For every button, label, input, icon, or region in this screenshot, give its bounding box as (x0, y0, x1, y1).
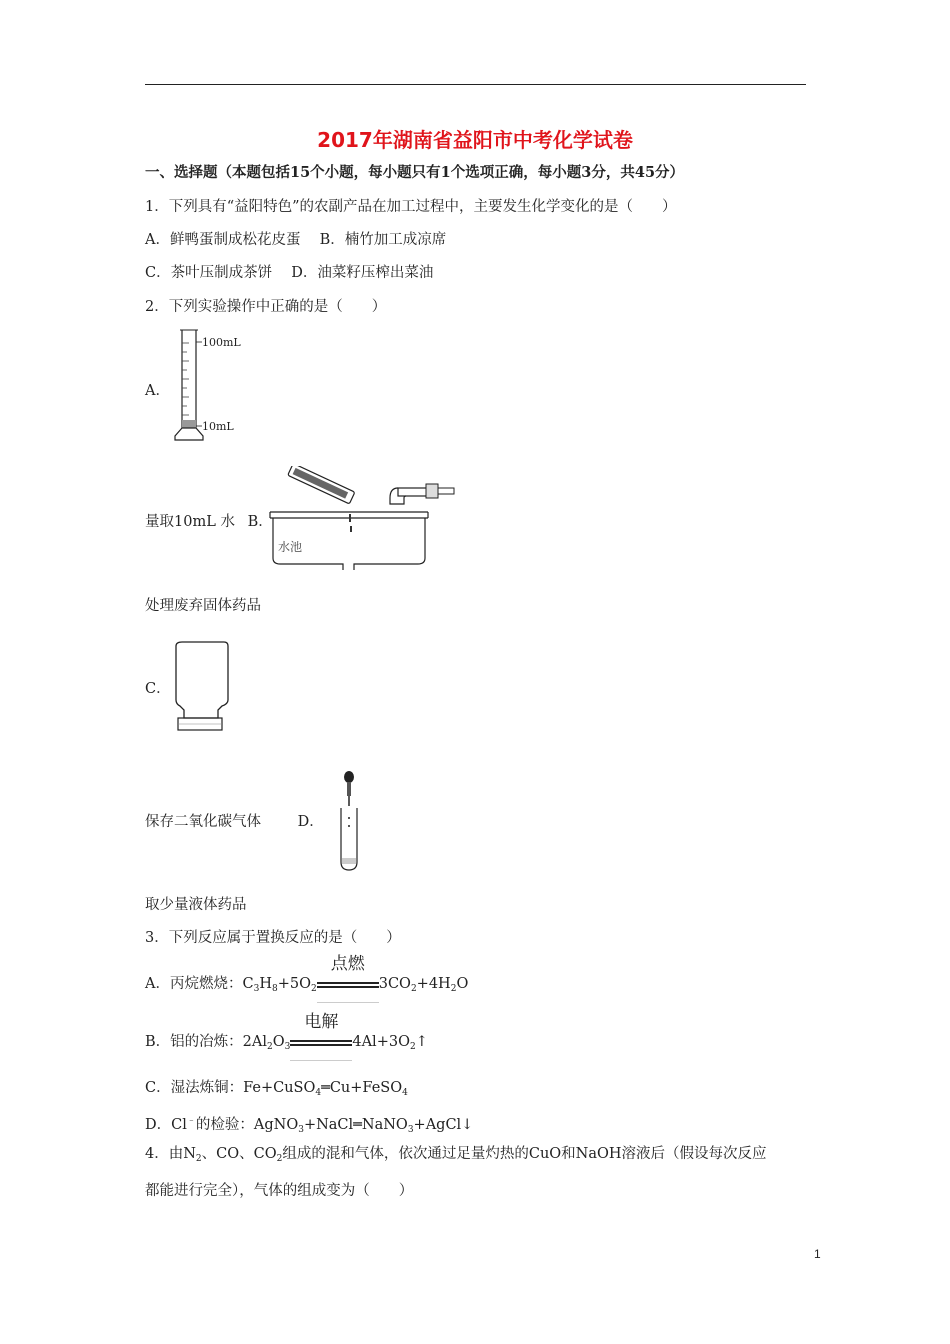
reaction-condition-electrolysis (290, 1012, 352, 1052)
question-2-option-d-caption: 取少量液体药品 (145, 897, 247, 913)
q4-text-c: 组成的混和气体，依次通过足量灼热的CuO和NaOH溶液后（假设每次反应 (282, 1146, 767, 1162)
question-2-option-c-label: C． (145, 681, 171, 697)
page-title: 2017年湖南省益阳市中考化学试卷 (317, 128, 633, 152)
option-c-caption-text: 保存二氧化碳气体 (145, 814, 261, 830)
question-2-option-b-label: B． (247, 514, 273, 530)
equation-b-products: $4Al+3O_2↑$ (352, 1034, 428, 1052)
q4-text-b: 、CO、CO (201, 1146, 277, 1162)
question-3-stem: 3．下列反应属于置换反应的是（ ） (145, 930, 401, 946)
question-2-option-a-caption (145, 512, 273, 532)
option-b-prefix: B．铝的冶炼： (145, 1034, 243, 1050)
question-3-option-d (145, 1111, 473, 1140)
condition-text-electrolysis: 电解 (304, 1012, 339, 1032)
section-heading: 一、选择题（本题包括15个小题，每小题只有1个选项正确，每小题3分，共45分） (145, 164, 685, 181)
question-2-stem: 2．下列实验操作中正确的是（ ） (145, 299, 387, 315)
cylinder-bottom-mark: 10mL (202, 420, 234, 433)
question-2-option-b-caption: 处理废弃固体药品 (145, 598, 261, 614)
option-c-prefix: C．湿法炼铜： (145, 1080, 244, 1096)
question-1-stem: 1．下列具有“益阳特色”的农副产品在加工过程中，主要发生化学变化的是（ ） (145, 199, 677, 215)
sink-disposal-figure (268, 466, 458, 570)
condition-text-ignite: 点燃 (330, 954, 365, 974)
question-3-option-b (145, 1012, 428, 1057)
question-4-stem-line1: 4．由$N_2$、CO、$CO_2$组成的混和气体，依次通过足量灼热的CuO和NaOH溶液后（假设每次反应 (145, 1146, 767, 1164)
option-d-mid: 的检验： (195, 1117, 254, 1133)
option-a-prefix: A．丙烷燃烧： (145, 976, 243, 992)
equation-d: AgNO$_3$+NaCl═NaNO$_3$+AgCl↓ (253, 1117, 474, 1135)
equation-c: Fe+CuSO$_4$═Cu+FeSO$_4$ (243, 1080, 408, 1098)
question-2-option-a-label: A． (145, 383, 170, 399)
q4-text-a: 4．由N (145, 1146, 196, 1162)
chloride-charge: ﹣ (186, 1116, 196, 1126)
question-3-option-c (145, 1078, 408, 1103)
option-d-prefix: D．Cl (145, 1117, 187, 1133)
equation-a-reactants: $C_3H_8+5O_2$ (242, 976, 317, 994)
question-3-option-a (145, 954, 469, 999)
page-number: 1 (814, 1247, 821, 1261)
sink-label: 水池 (278, 540, 303, 554)
dropper-test-tube-figure (334, 766, 364, 876)
gas-jar-figure (172, 638, 234, 736)
question-2-option-d-label: D． (297, 814, 324, 830)
question-1-options-ab: A．鲜鸭蛋制成松花皮蛋 B．楠竹加工成凉席 (145, 232, 447, 248)
reaction-condition-ignite (317, 954, 379, 994)
question-4-stem-line2: 都能进行完全），气体的组成变为（ ） (145, 1183, 414, 1199)
option-a-caption-text: 量取10mL 水 (145, 514, 235, 530)
question-2-option-c-caption (145, 812, 324, 832)
graduated-cylinder-figure (172, 328, 252, 446)
question-1-options-cd: C．茶叶压制成茶饼 D．油菜籽压榨出菜油 (145, 265, 434, 281)
equation-b-reactants: $2Al_2O_3$ (242, 1034, 291, 1052)
equation-a-products: $3CO_2+4H_2O$ (378, 976, 469, 994)
cylinder-top-mark: 100mL (202, 336, 241, 349)
header-rule (145, 84, 806, 85)
